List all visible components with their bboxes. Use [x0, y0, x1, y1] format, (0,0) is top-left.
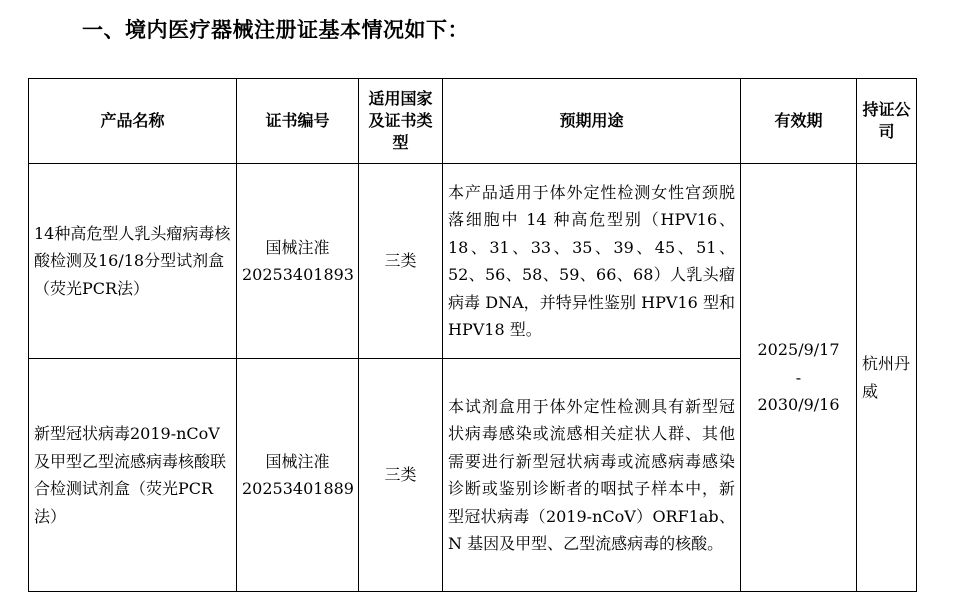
- validity-separator: -: [795, 367, 802, 387]
- header-country-class: 适用国家及证书类型: [359, 79, 443, 164]
- cell-cert-class: 三类: [359, 164, 443, 359]
- section-heading: 一、境内医疗器械注册证基本情况如下：: [82, 18, 469, 42]
- cell-cert-no: [237, 164, 359, 359]
- cert-number: 20253401889: [242, 479, 354, 498]
- header-validity: 有效期: [741, 79, 857, 164]
- cert-number: 20253401893: [242, 265, 354, 284]
- cell-intended-use: 本产品适用于体外定性检测女性宫颈脱落细胞中 14 种高危型别（HPV16、18、31、33、35、39、45、51、52、56、58、59、66、68）人乳头瘤病毒 DNA，并特异性鉴别 HPV16 型和 HPV18 型。: [443, 164, 741, 359]
- validity-end: 2030/9/16: [757, 395, 840, 415]
- header-product-name: 产品名称: [29, 79, 237, 164]
- validity-start: 2025/9/17: [757, 340, 840, 360]
- header-holder: 持证公司: [857, 79, 917, 164]
- registration-table: [28, 78, 917, 592]
- cell-product-name: 14种高危型人乳头瘤病毒核酸检测及16/18分型试剂盒（荧光PCR法）: [29, 164, 237, 359]
- header-intended-use: 预期用途: [443, 79, 741, 164]
- cell-cert-no: [237, 359, 359, 592]
- cell-holder: 杭州丹威: [857, 164, 917, 592]
- cell-validity: [741, 164, 857, 592]
- table-row: [29, 164, 917, 359]
- table-header-row: [29, 79, 917, 164]
- cert-prefix: 国械注准: [265, 451, 330, 471]
- header-cert-no: 证书编号: [237, 79, 359, 164]
- cert-prefix: 国械注准: [265, 237, 330, 257]
- cell-cert-class: 三类: [359, 359, 443, 592]
- cell-intended-use: 本试剂盒用于体外定性检测具有新型冠状病毒感染或流感相关症状人群、其他需要进行新型冠状病毒或流感病毒感染诊断或鉴别诊断者的咽拭子样本中，新型冠状病毒（2019-nCoV）ORF1ab、N 基因及甲型、乙型流感病毒的核酸。: [443, 359, 741, 592]
- cell-product-name: 新型冠状病毒2019-nCoV及甲型乙型流感病毒核酸联合检测试剂盒（荧光PCR法）: [29, 359, 237, 592]
